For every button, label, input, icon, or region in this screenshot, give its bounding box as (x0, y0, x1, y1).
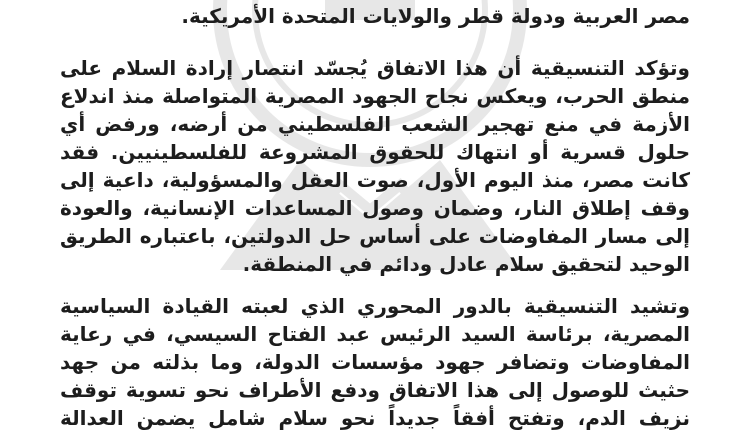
paragraph-line: كانت مصر، منذ اليوم الأول، صوت العقل والمسؤولية، داعية إلى (60, 168, 690, 192)
paragraph-line: وتؤكد التنسيقية أن هذا الاتفاق يُجسّد انتصار إرادة السلام على (60, 56, 690, 80)
paragraph-line: مصر العربية ودولة قطر والولايات المتحدة الأمريكية. (181, 4, 690, 28)
paragraph-line: نزيف الدم، وتفتح أفقاً جديداً نحو سلام شامل يضمن العدالة (60, 406, 690, 430)
paragraph-line: المفاوضات وتضافر جهود مؤسسات الدولة، وما بذلته من جهد (60, 350, 690, 374)
paragraph-line: حلول قسرية أو انتهاك للحقوق المشروعة للفلسطينيين. فقد (60, 140, 690, 164)
paragraph-line: منطق الحرب، ويعكس نجاح الجهود المصرية المتواصلة منذ اندلاع (60, 84, 690, 108)
paragraph-line: وتشيد التنسيقية بالدور المحوري الذي لعبته القيادة السياسية (60, 294, 690, 318)
paragraph-line: وقف إطلاق النار، وضمان وصول المساعدات الإنسانية، والعودة (60, 196, 690, 220)
paragraph-line: إلى مسار المفاوضات على أساس حل الدولتين، باعتباره الطريق (60, 224, 690, 248)
paragraph-line: الوحيد لتحقيق سلام عادل ودائم في المنطقة. (242, 252, 690, 276)
paragraph-line: المصرية، برئاسة السيد الرئيس عبد الفتاح السيسي، في رعاية (60, 322, 690, 346)
paragraph-line: الأزمة في منع تهجير الشعب الفلسطيني من أرضه، ورفض أي (60, 112, 690, 136)
paragraph-line: حثيث للوصول إلى هذا الاتفاق ودفع الأطراف نحو تسوية توقف (60, 378, 690, 402)
